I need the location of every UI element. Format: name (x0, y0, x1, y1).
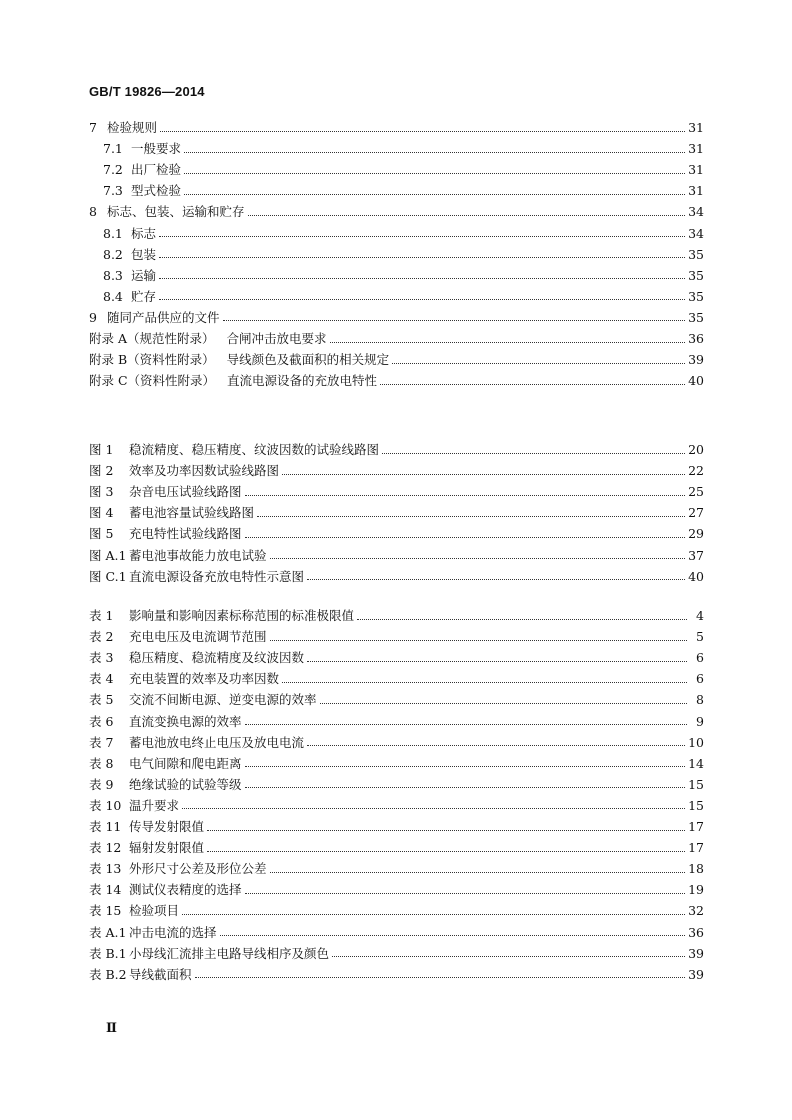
toc-entry-title: 电气间隙和爬电距离 (129, 755, 242, 771)
dot-leader (223, 320, 686, 321)
toc-entry-number: 表 11 (89, 819, 122, 834)
toc-entry-page: 10 (688, 734, 704, 750)
toc-entry-number: 图 3 (89, 484, 114, 500)
toc-entry-page: 5 (696, 629, 704, 645)
dot-leader (282, 682, 687, 683)
toc-chapter-entry[interactable] (103, 266, 704, 286)
dot-leader (159, 236, 685, 237)
toc-entry-title: 传导发射限值 (129, 819, 205, 834)
toc-entry-page: 39 (688, 352, 704, 368)
toc-entry-title: 稳流精度、稳压精度、纹波因数的试验线路图 (129, 442, 380, 457)
toc-entry-page: 39 (688, 966, 704, 982)
toc-entry-number: 7 (89, 120, 97, 135)
toc-entry-page: 36 (688, 924, 704, 940)
toc-entry-number: 8.4 (103, 288, 123, 304)
toc-entry-page: 17 (688, 819, 704, 834)
toc-table-entry[interactable] (89, 796, 704, 816)
toc-entry-number: 表 4 (89, 671, 114, 687)
toc-entry-page: 6 (696, 650, 704, 666)
dot-leader (245, 766, 686, 767)
dot-leader (257, 516, 685, 517)
toc-entry-page: 35 (688, 309, 704, 325)
dot-leader (330, 342, 686, 343)
toc-chapter-entry[interactable] (89, 371, 704, 391)
toc-entry-page: 39 (688, 945, 704, 961)
toc-entry-number: 表 1 (89, 608, 114, 623)
toc-entry-title: 直流变换电源的效率 (129, 713, 242, 729)
toc-figure-entry[interactable] (89, 503, 704, 523)
dot-leader (245, 787, 686, 788)
toc-entry-page: 40 (688, 568, 704, 584)
dot-leader (320, 703, 687, 704)
toc-entry-title: 测试仪表精度的选择 (129, 882, 242, 898)
toc-table-entry[interactable] (89, 923, 704, 943)
dot-leader (207, 830, 685, 831)
toc-entry-number: 7.3 (103, 183, 123, 199)
dot-leader (307, 745, 685, 746)
toc-table-entry[interactable] (89, 901, 704, 921)
toc-entry-page: 31 (688, 162, 704, 178)
toc-entry-page: 34 (688, 225, 704, 241)
toc-entry-title: 充电装置的效率及功率因数 (129, 671, 280, 687)
toc-entry-number: 图 A.1 (89, 547, 127, 563)
toc-entry-number: 表 14 (89, 882, 122, 898)
toc-chapter-entry[interactable] (89, 118, 704, 138)
toc-entry-page: 35 (688, 267, 704, 283)
toc-entry-number: 图 2 (89, 463, 114, 479)
toc-entry-page: 31 (688, 141, 704, 157)
dot-leader (248, 215, 686, 216)
dot-leader (307, 661, 687, 662)
toc-entry-page: 29 (688, 526, 704, 542)
dot-leader (245, 724, 687, 725)
dot-leader (357, 619, 687, 620)
toc-entry-number: 附录 A（规范性附录） (89, 331, 215, 346)
toc-table-entry[interactable] (89, 754, 704, 774)
toc-entry-page: 35 (688, 246, 704, 262)
dot-leader (307, 579, 685, 580)
toc-entry-number: 8 (89, 204, 97, 220)
toc-entry-page: 22 (688, 463, 704, 479)
toc-chapter-entry[interactable] (103, 139, 704, 159)
toc-chapter-entry[interactable] (103, 224, 704, 244)
toc-entry-number: 表 5 (89, 692, 114, 708)
dot-leader (195, 977, 686, 978)
dot-leader (207, 851, 685, 852)
toc-entry-page: 35 (688, 288, 704, 304)
toc-entry-title: 标志 (131, 225, 157, 241)
toc-chapter-entry[interactable] (89, 308, 704, 328)
toc-figure-entry[interactable] (89, 567, 704, 587)
dot-leader (245, 893, 686, 894)
toc-entry-number: 表 9 (89, 776, 114, 792)
toc-entry-number: 附录 B（资料性附录） (89, 352, 215, 368)
toc-entry-page: 31 (688, 120, 704, 135)
toc-entry-title: 贮存 (131, 288, 157, 304)
toc-entry-page: 15 (688, 797, 704, 813)
toc-entry-title: 检验规则 (107, 120, 158, 135)
toc-entry-number: 表 3 (89, 650, 114, 666)
toc-entry-title: 充电特性试验线路图 (129, 526, 242, 542)
toc-entry-title: 运输 (131, 267, 157, 283)
dot-leader (270, 558, 686, 559)
dot-leader (159, 257, 685, 258)
toc-entry-number: 表 12 (89, 840, 122, 856)
toc-entry-title: 导线截面积 (129, 966, 192, 982)
page-number: Ⅱ (106, 1021, 117, 1036)
toc-entry-number: 表 15 (89, 903, 122, 919)
dot-leader (382, 453, 685, 454)
toc-entry-number: 表 13 (89, 861, 122, 877)
dot-leader (160, 131, 685, 132)
toc-entry-number: 表 6 (89, 713, 114, 729)
toc-entry-number: 附录 C（资料性附录） (89, 373, 216, 389)
dot-leader (270, 640, 687, 641)
toc-entry-page: 36 (688, 331, 704, 346)
toc-entry-title: 效率及功率因数试验线路图 (129, 463, 280, 479)
toc-entry-page: 9 (696, 713, 704, 729)
toc-table-entry[interactable] (89, 859, 704, 879)
toc-chapter-entry[interactable] (103, 181, 704, 201)
toc-entry-number: 表 2 (89, 629, 114, 645)
toc-entry-number: 图 5 (89, 526, 114, 542)
dot-leader (245, 537, 686, 538)
toc-entry-number: 表 8 (89, 755, 114, 771)
toc-entry-number: 表 7 (89, 734, 114, 750)
dot-leader (332, 956, 685, 957)
toc-table-entry[interactable] (89, 627, 704, 647)
toc-entry-number: 7.1 (103, 141, 123, 157)
toc-entry-title: 型式检验 (131, 183, 182, 199)
toc-entry-title: 标志、包装、运输和贮存 (107, 204, 245, 220)
dot-leader (245, 495, 686, 496)
toc-chapter-entry[interactable] (89, 350, 704, 370)
toc-entry-page: 32 (688, 903, 704, 919)
toc-entry-title: 出厂检验 (131, 162, 182, 178)
toc-table-entry[interactable] (89, 775, 704, 795)
toc-table-entry[interactable] (89, 817, 704, 837)
toc-entry-title: 随同产品供应的文件 (107, 309, 220, 325)
toc-entry-title: 杂音电压试验线路图 (129, 484, 242, 500)
toc-entry-page: 20 (688, 442, 704, 457)
toc-table-entry[interactable] (89, 944, 704, 964)
toc-entry-title: 蓄电池放电终止电压及放电电流 (129, 734, 305, 750)
toc-table-entry[interactable] (89, 606, 704, 626)
toc-entry-title: 影响量和影响因素标称范围的标准极限值 (129, 608, 355, 623)
toc-chapter-entry[interactable] (103, 160, 704, 180)
toc-entry-page: 40 (688, 373, 704, 389)
toc-entry-number: 7.2 (103, 162, 123, 178)
toc-figure-entry[interactable] (89, 440, 704, 460)
dot-leader (159, 278, 685, 279)
toc-entry-title: 外形尺寸公差及形位公差 (129, 861, 267, 877)
toc-entry-page: 8 (696, 692, 704, 708)
toc-entry-number: 9 (89, 309, 97, 325)
toc-entry-title: 温升要求 (129, 797, 180, 813)
toc-entry-page: 15 (688, 776, 704, 792)
toc-entry-title: 冲击电流的选择 (129, 924, 217, 940)
toc-entry-title: 检验项目 (129, 903, 180, 919)
toc-table-entry[interactable] (89, 690, 704, 710)
toc-entry-number: 8.3 (103, 267, 123, 283)
toc-entry-title: 绝缘试验的试验等级 (129, 776, 242, 792)
toc-entry-title: 蓄电池事故能力放电试验 (129, 547, 267, 563)
toc-entry-page: 6 (696, 671, 704, 687)
toc-entry-number: 8.1 (103, 225, 123, 241)
toc-chapter-entry[interactable] (103, 287, 704, 307)
dot-leader (182, 808, 685, 809)
dot-leader (159, 299, 685, 300)
dot-leader (392, 363, 685, 364)
toc-chapter-entry[interactable] (89, 329, 704, 349)
toc-entry-title: 蓄电池容量试验线路图 (129, 505, 255, 521)
dot-leader (270, 872, 686, 873)
dot-leader (184, 173, 685, 174)
toc-entry-title: 导线颜色及截面积的相关规定 (226, 352, 390, 368)
toc-entry-number: 表 10 (89, 797, 122, 813)
toc-entry-number: 图 4 (89, 505, 114, 521)
toc-table-entry[interactable] (89, 648, 704, 668)
toc-entry-title: 小母线汇流排主电路导线相序及颜色 (129, 945, 330, 961)
dot-leader (220, 935, 686, 936)
toc-table-entry[interactable] (89, 712, 704, 732)
toc-entry-number: 8.2 (103, 246, 123, 262)
document-standard-code: GB/T 19826—2014 (89, 84, 205, 99)
dot-leader (182, 914, 685, 915)
toc-entry-page: 4 (696, 608, 704, 623)
toc-table-entry[interactable] (89, 965, 704, 985)
toc-entry-page: 31 (688, 183, 704, 199)
toc-table-entry[interactable] (89, 838, 704, 858)
toc-table-entry[interactable] (89, 733, 704, 753)
toc-entry-number: 表 A.1 (89, 924, 127, 940)
toc-entry-title: 一般要求 (131, 141, 182, 157)
toc-entry-number: 表 B.1 (89, 945, 127, 961)
toc-figure-entry[interactable] (89, 461, 704, 481)
toc-entry-page: 17 (688, 840, 704, 856)
toc-entry-page: 27 (688, 505, 704, 521)
dot-leader (184, 194, 685, 195)
toc-entry-number: 表 B.2 (89, 966, 127, 982)
toc-entry-page: 18 (688, 861, 704, 877)
toc-entry-page: 25 (688, 484, 704, 500)
toc-table-entry[interactable] (89, 880, 704, 900)
toc-entry-title: 充电电压及电流调节范围 (129, 629, 267, 645)
dot-leader (282, 474, 685, 475)
toc-entry-title: 辐射发射限值 (129, 840, 205, 856)
dot-leader (184, 152, 685, 153)
toc-figure-entry[interactable] (89, 482, 704, 502)
toc-entry-title: 稳压精度、稳流精度及纹波因数 (129, 650, 305, 666)
dot-leader (380, 384, 685, 385)
toc-figure-entry[interactable] (89, 546, 704, 566)
toc-entry-title: 合闸冲击放电要求 (226, 331, 327, 346)
toc-entry-title: 交流不间断电源、逆变电源的效率 (129, 692, 317, 708)
toc-entry-page: 19 (688, 882, 704, 898)
toc-entry-page: 14 (688, 755, 704, 771)
toc-entry-title: 包装 (131, 246, 157, 262)
toc-entry-number: 图 1 (89, 442, 114, 457)
toc-figure-entry[interactable] (89, 524, 704, 544)
toc-table-entry[interactable] (89, 669, 704, 689)
toc-entry-title: 直流电源设备的充放电特性 (227, 373, 378, 389)
toc-entry-number: 图 C.1 (89, 568, 127, 584)
toc-entry-page: 37 (688, 547, 704, 563)
toc-entry-title: 直流电源设备充放电特性示意图 (129, 568, 305, 584)
toc-entry-page: 34 (688, 204, 704, 220)
toc-chapter-entry[interactable] (103, 245, 704, 265)
toc-chapter-entry[interactable] (89, 202, 704, 222)
